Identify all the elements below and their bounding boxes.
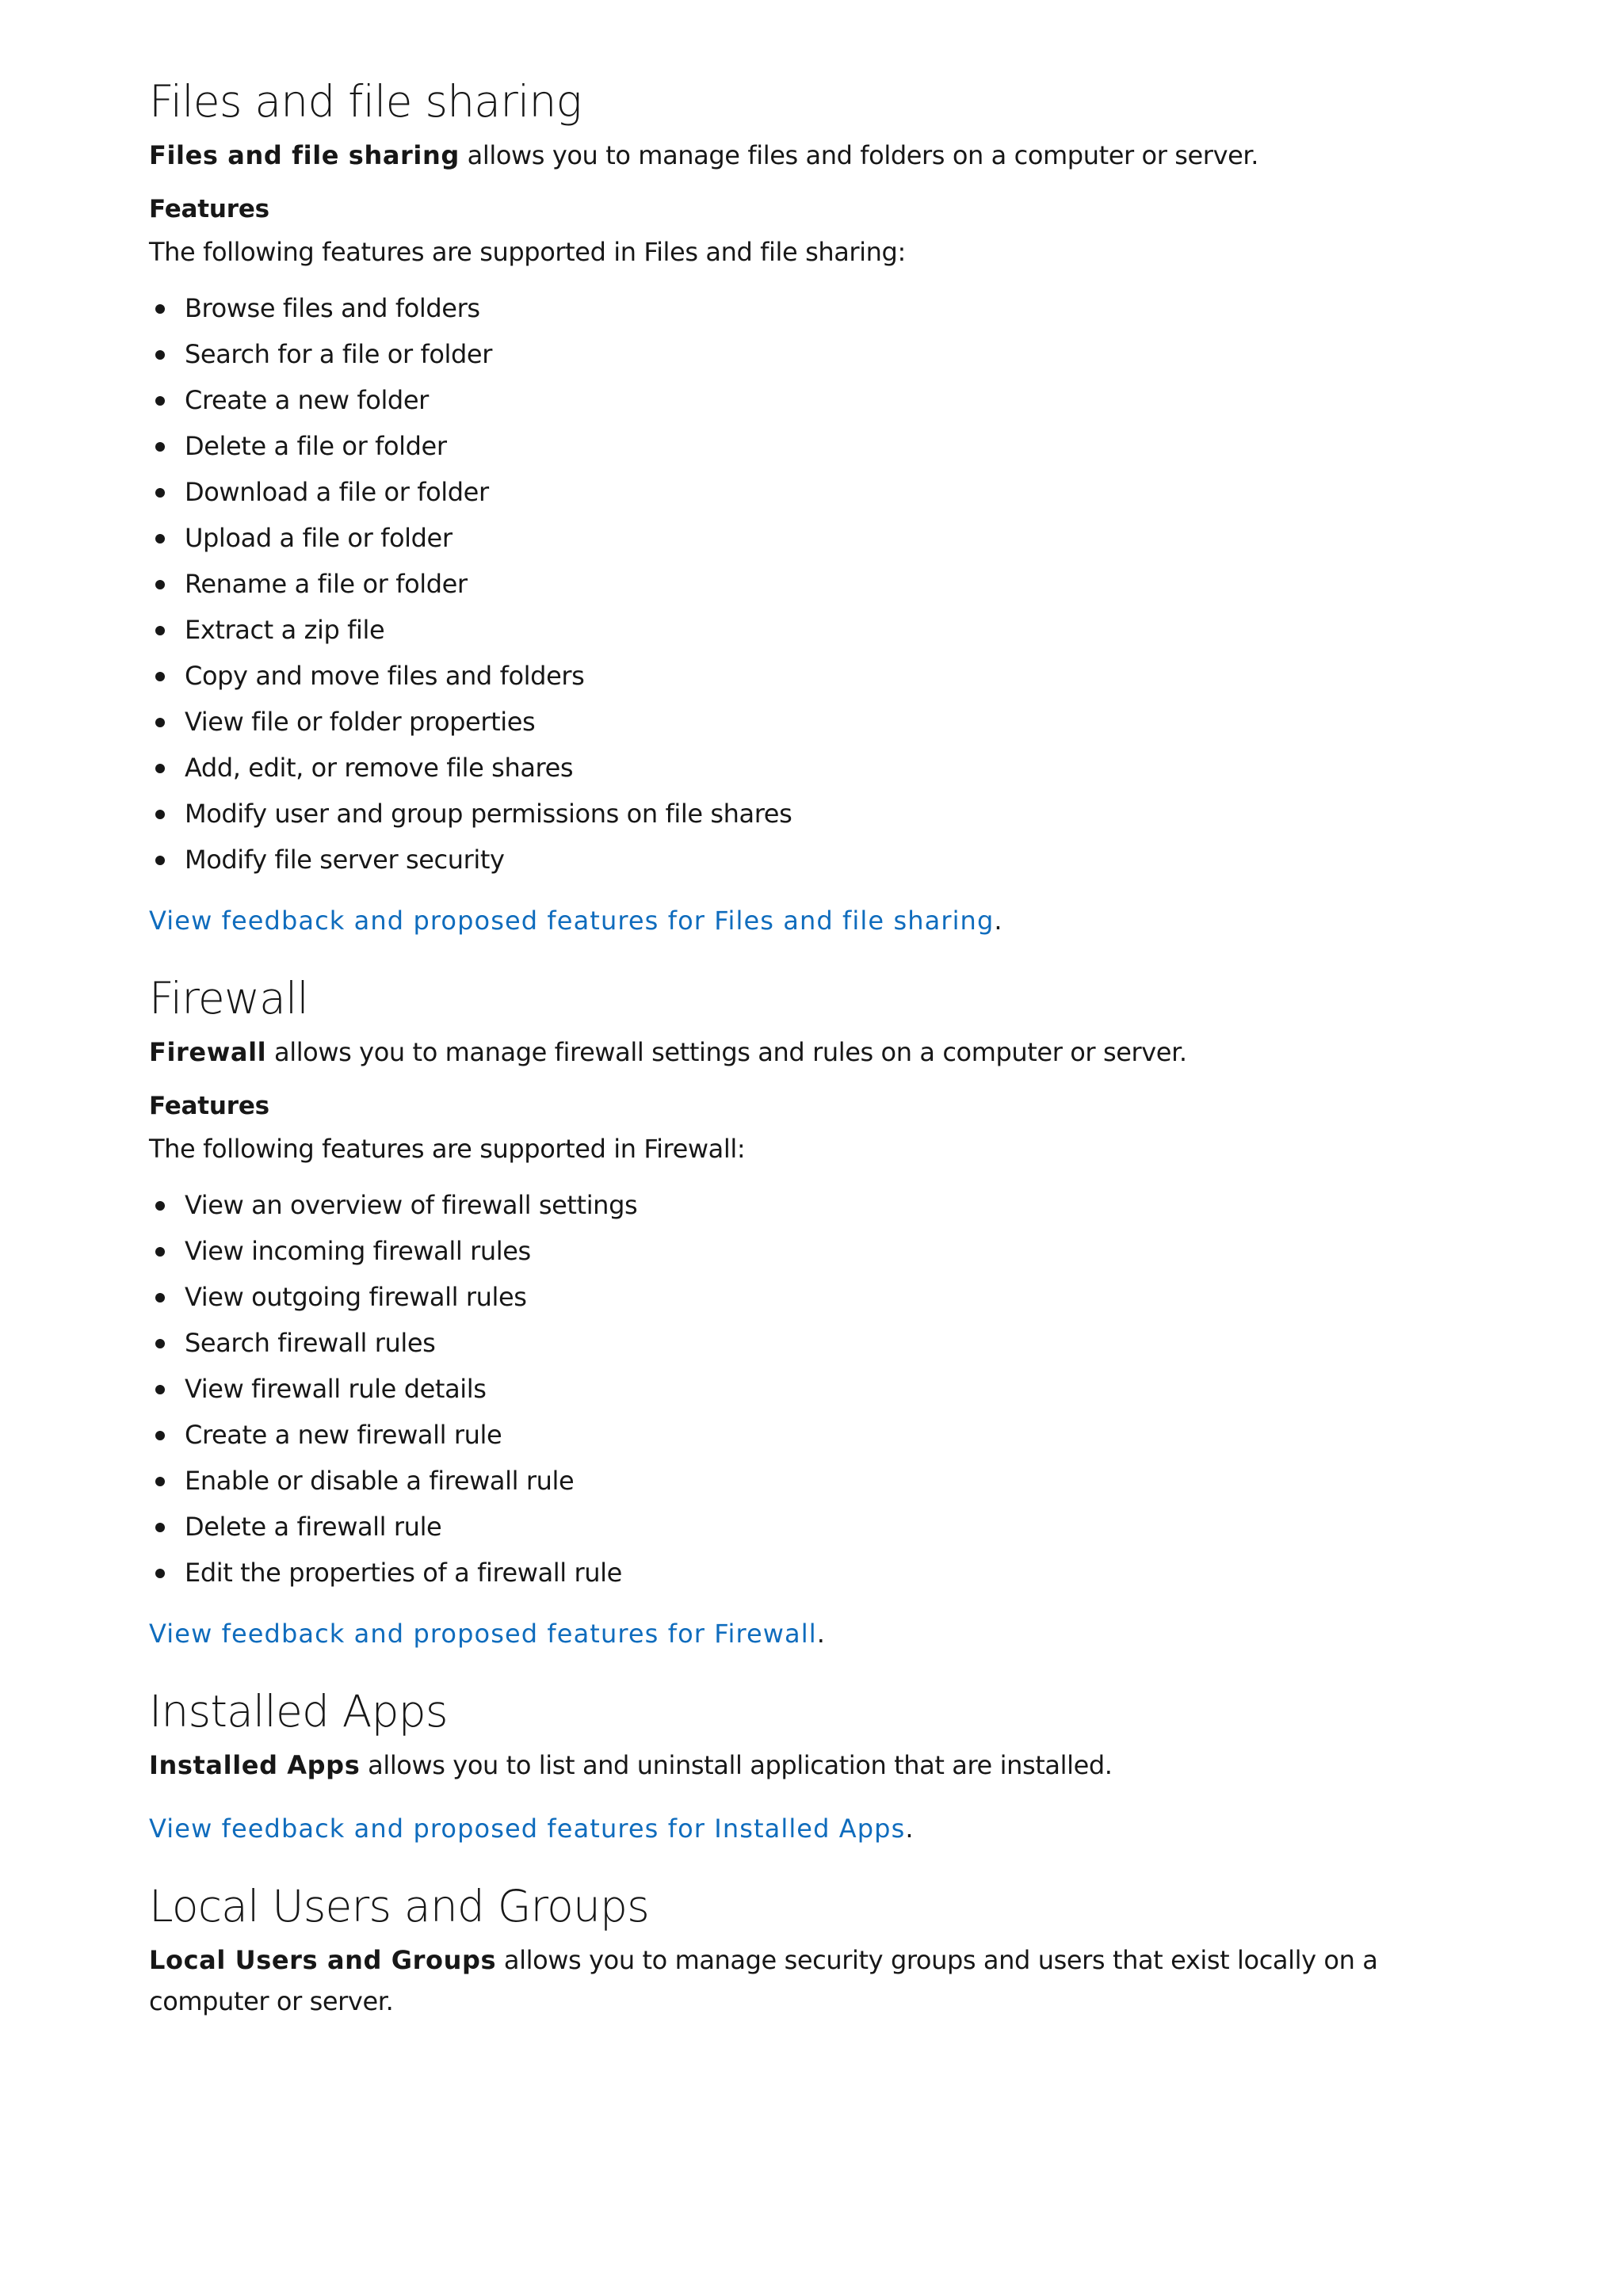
list-item-label: Upload a file or folder	[185, 523, 453, 553]
features-list	[149, 285, 1496, 883]
bullet-icon	[155, 718, 165, 727]
features-heading: Features	[149, 1092, 269, 1120]
list-item-label: View file or folder properties	[185, 707, 536, 737]
bullet-icon	[155, 304, 165, 314]
section-files-and-file-sharing	[149, 68, 1496, 941]
section-title: Installed Apps	[149, 1686, 448, 1737]
intro-text: allows you to manage security groups and users that exist locally on a computer or server.	[149, 1945, 1378, 2016]
list-item	[149, 1228, 1496, 1274]
list-item	[149, 423, 1496, 469]
list-item	[149, 745, 1496, 791]
list-item-label: Browse files and folders	[185, 293, 480, 323]
feedback-link-installed-apps[interactable]: View feedback and proposed features for Installed Apps	[149, 1814, 906, 1844]
list-item	[149, 1504, 1496, 1550]
list-item	[149, 331, 1496, 377]
bullet-icon	[155, 442, 165, 452]
bullet-icon	[155, 1523, 165, 1532]
feedback-link-files[interactable]: View feedback and proposed features for Files and file sharing	[149, 906, 995, 936]
list-item	[149, 1320, 1496, 1366]
bullet-icon	[155, 534, 165, 543]
feedback-period: .	[905, 1814, 914, 1844]
bullet-icon	[155, 626, 165, 635]
feedback-period: .	[994, 906, 1002, 936]
feedback-paragraph	[149, 1613, 1496, 1654]
list-item-label: Add, edit, or remove file shares	[185, 753, 574, 783]
features-lead: The following features are supported in Firewall:	[149, 1134, 746, 1164]
list-item	[149, 1550, 1496, 1596]
intro-bold-term: Installed Apps	[149, 1750, 361, 1780]
list-item	[149, 515, 1496, 561]
bullet-icon	[155, 1201, 165, 1211]
intro-bold-term: Firewall	[149, 1037, 267, 1067]
section-firewall	[149, 965, 1496, 1654]
list-item-label: View incoming firewall rules	[185, 1236, 531, 1266]
bullet-icon	[155, 672, 165, 681]
list-item	[149, 607, 1496, 653]
list-item	[149, 1458, 1496, 1504]
bullet-icon	[155, 1293, 165, 1302]
intro-text: allows you to list and uninstall application that are installed.	[360, 1750, 1113, 1780]
bullet-icon	[155, 810, 165, 819]
bullet-icon	[155, 1247, 165, 1257]
bullet-icon	[155, 396, 165, 406]
list-item	[149, 377, 1496, 423]
list-item-label: Search firewall rules	[185, 1328, 436, 1358]
bullet-icon	[155, 350, 165, 360]
bullet-icon	[155, 1569, 165, 1578]
list-item-label: View an overview of firewall settings	[185, 1190, 638, 1220]
bullet-icon	[155, 580, 165, 589]
section-intro	[149, 1032, 1496, 1073]
bullet-icon	[155, 1431, 165, 1440]
list-item-label: Search for a file or folder	[185, 339, 492, 369]
section-local-users-and-groups	[149, 1873, 1496, 2022]
list-item-label: Delete a firewall rule	[185, 1512, 442, 1542]
list-item-label: Edit the properties of a firewall rule	[185, 1558, 622, 1588]
intro-bold-term: Local Users and Groups	[149, 1945, 497, 1975]
list-item	[149, 1366, 1496, 1412]
list-item-label: View firewall rule details	[185, 1374, 487, 1404]
list-item	[149, 1412, 1496, 1458]
list-item-label: Create a new folder	[185, 385, 429, 415]
list-item-label: Create a new firewall rule	[185, 1420, 502, 1450]
list-item	[149, 285, 1496, 331]
feedback-link-firewall[interactable]: View feedback and proposed features for Firewall	[149, 1619, 817, 1649]
bullet-icon	[155, 1339, 165, 1348]
intro-bold-term: Files and file sharing	[149, 140, 460, 170]
feedback-period: .	[816, 1619, 825, 1649]
features-heading: Features	[149, 195, 269, 223]
list-item-label: View outgoing firewall rules	[185, 1282, 527, 1312]
section-intro	[149, 1939, 1417, 2022]
section-intro	[149, 135, 1496, 176]
list-item	[149, 837, 1496, 883]
list-item-label: Download a file or folder	[185, 477, 489, 507]
feedback-paragraph	[149, 900, 1496, 941]
list-item	[149, 561, 1496, 607]
list-item-label: Copy and move files and folders	[185, 661, 585, 691]
list-item-label: Delete a file or folder	[185, 431, 447, 461]
bullet-icon	[155, 1477, 165, 1486]
intro-text: allows you to manage firewall settings and rules on a computer or server.	[266, 1037, 1187, 1067]
list-item-label: Modify file server security	[185, 845, 505, 875]
list-item	[149, 653, 1496, 699]
section-title: Files and file sharing	[149, 76, 582, 127]
section-intro	[149, 1745, 1496, 1786]
list-item-label: Enable or disable a firewall rule	[185, 1466, 575, 1496]
list-item	[149, 1274, 1496, 1320]
list-item	[149, 791, 1496, 837]
list-item	[149, 699, 1496, 745]
section-title: Local Users and Groups	[149, 1881, 649, 1932]
list-item	[149, 1182, 1496, 1228]
list-item-label: Extract a zip file	[185, 615, 385, 645]
features-list	[149, 1182, 1496, 1596]
bullet-icon	[155, 488, 165, 498]
list-item	[149, 469, 1496, 515]
document-page	[149, 78, 1496, 2022]
bullet-icon	[155, 1385, 165, 1394]
bullet-icon	[155, 856, 165, 865]
section-title: Firewall	[149, 973, 309, 1024]
feedback-paragraph	[149, 1808, 1496, 1849]
section-installed-apps	[149, 1678, 1496, 1849]
intro-text: allows you to manage files and folders on a computer or server.	[459, 140, 1258, 170]
list-item-label: Rename a file or folder	[185, 569, 468, 599]
list-item-label: Modify user and group permissions on file shares	[185, 799, 792, 829]
features-lead: The following features are supported in Files and file sharing:	[149, 237, 906, 267]
bullet-icon	[155, 764, 165, 773]
